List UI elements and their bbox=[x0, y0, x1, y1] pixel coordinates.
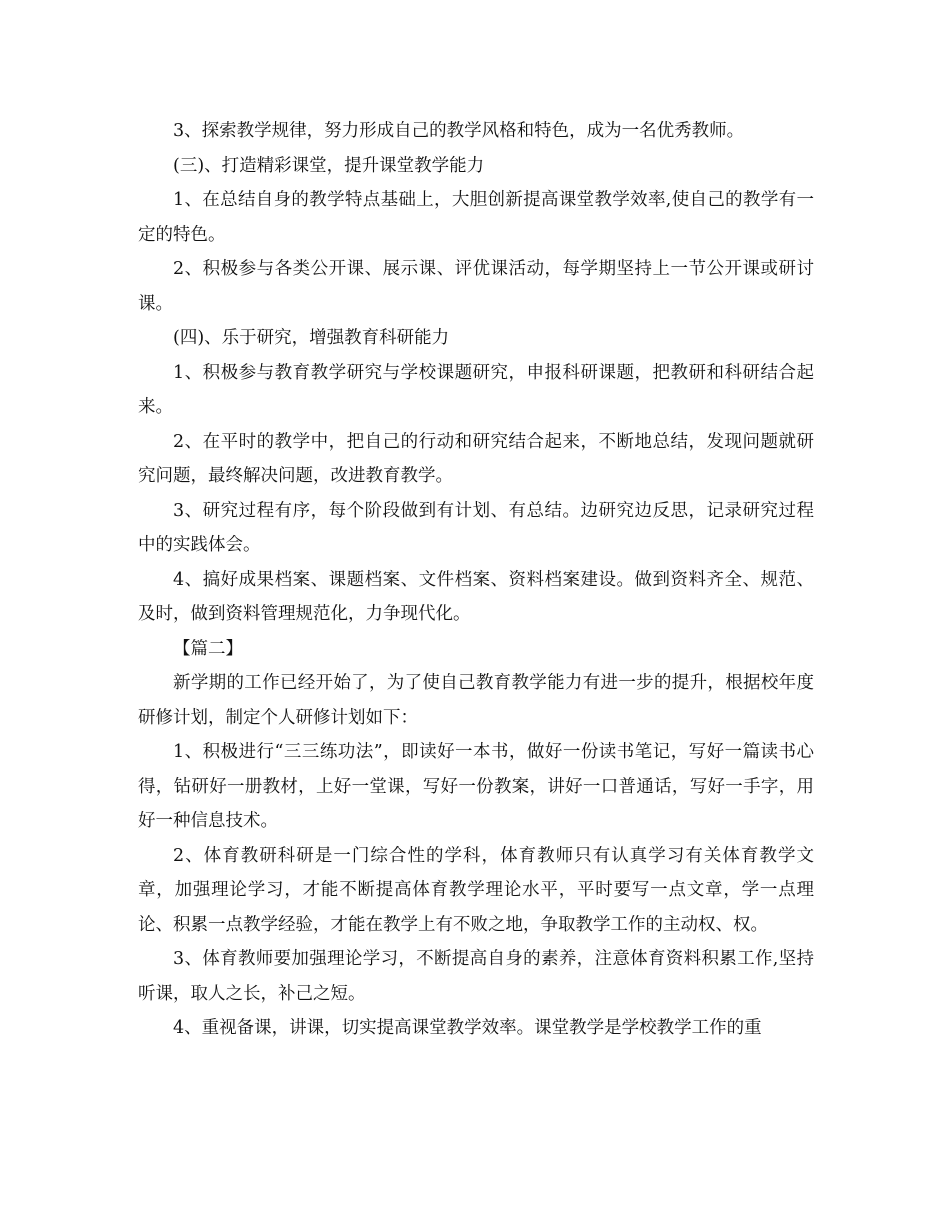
document-body bbox=[138, 114, 814, 1046]
paragraph-item-4-archives: 4、搞好成果档案、课题档案、文件档案、资料档案建设。做到资料齐全、规范、及时，做到资料管理规范化，力争现代化。 bbox=[138, 569, 814, 624]
paragraph-intro: 新学期的工作已经开始了，为了使自己教育教学能力有进一步的提升，根据校年度研修计划，制定个人研修计划如下： bbox=[138, 673, 814, 728]
paragraph-item-1-three-methods: 1、积极进行“三三练功法”，即读好一本书，做好一份读书笔记，写好一篇读书心得，钻研好一册教材，上好一堂课，写好一份教案，讲好一口普通话，写好一手字，用好一种信息技术。 bbox=[138, 742, 814, 831]
paragraph-item-2-pe-research: 2、体育教研科研是一门综合性的学科，体育教师只有认真学习有关体育教学文章，加强理论学习，才能不断提高体育教学理论水平，平时要写一点文章，学一点理论、积累一点教学经验，才能在教学上有不败之地，争取教学工作的主动权、权。 bbox=[138, 845, 814, 935]
paragraph-item-2-open-class: 2、积极参与各类公开课、展示课、评优课活动，每学期坚持上一节公开课或研讨课。 bbox=[138, 259, 814, 314]
chapter-heading-part-two: 【篇二】 bbox=[173, 638, 243, 659]
paragraph-item-3-pe-theory: 3、体育教师要加强理论学习，不断提高自身的素养，注意体育资料积累工作,坚持听课，取人之长，补己之短。 bbox=[138, 949, 814, 1004]
paragraph-item-4-lesson-prep: 4、重视备课，讲课，切实提高课堂教学效率。课堂教学是学校教学工作的重 bbox=[173, 1018, 762, 1038]
section-heading-3: (三)、打造精彩课堂，提升课堂教学能力 bbox=[173, 155, 485, 176]
section-heading-4: (四)、乐于研究，增强教育科研能力 bbox=[173, 328, 450, 348]
paragraph-item-1-innovate: 1、在总结自身的教学特点基础上，大胆创新提高课堂教学效率,使自己的教学有一定的特色。 bbox=[138, 190, 814, 245]
paragraph-item-3-explore: 3、探索教学规律，努力形成自己的教学风格和特色，成为一名优秀教师。 bbox=[173, 121, 745, 141]
paragraph-item-2-practice: 2、在平时的教学中，把自己的行动和研究结合起来，不断地总结，发现问题就研究问题，最终解决问题，改进教育教学。 bbox=[138, 431, 814, 486]
paragraph-item-3-process: 3、研究过程有序，每个阶段做到有计划、有总结。边研究边反思，记录研究过程中的实践体会。 bbox=[138, 500, 814, 555]
paragraph-item-1-research: 1、积极参与教育教学研究与学校课题研究，申报科研课题，把教研和科研结合起来。 bbox=[138, 362, 814, 417]
